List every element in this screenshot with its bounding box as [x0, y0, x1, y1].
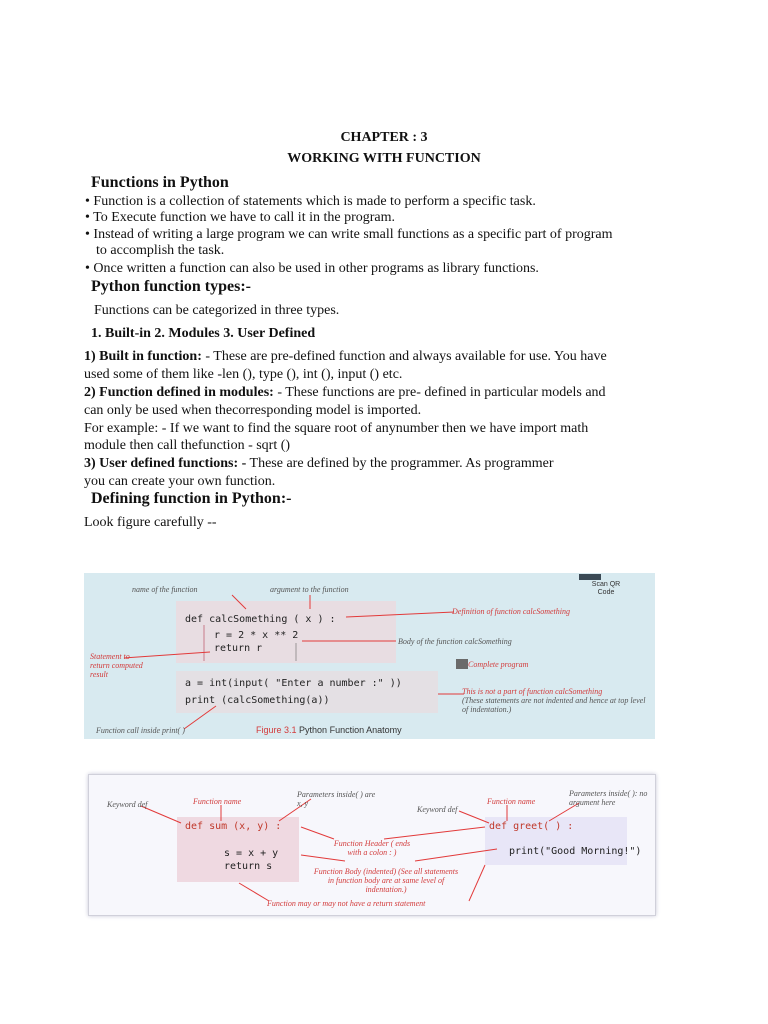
user-text: These are defined by the programmer. As programmer	[246, 456, 554, 471]
modules-text: - These functions are pre- defined in particular models and	[273, 385, 606, 400]
label-keyword-def-right: Keyword def	[417, 805, 458, 814]
label-scan-qr: Scan QR Code	[591, 581, 621, 596]
user-paragraph	[84, 455, 554, 473]
builtin-text-2: used some of them like -len (), type (), int (), input () etc.	[84, 367, 403, 382]
label-function-body: Function Body (indented) (See all statements in function body are at same level of indentation.)	[313, 867, 459, 894]
section-heading-types: Python function types:-	[91, 278, 252, 295]
section-heading-defining: Defining function in Python:-	[91, 490, 292, 507]
code-line-assign: r = 2 * x ** 2	[214, 630, 299, 641]
label-params-left: Parameters inside( ) are x, y	[297, 790, 376, 808]
modules-text-2: can only be used when thecorresponding model is imported.	[84, 403, 422, 418]
label-keyword-def-left: Keyword def	[107, 800, 148, 809]
figure1-caption-number: Figure 3.1	[256, 725, 297, 735]
user-text-2: you can create your own function.	[84, 474, 276, 489]
modules-paragraph	[84, 384, 606, 402]
bullet-3: • Instead of writing a large program we can write small functions as a specific part of program	[85, 227, 613, 242]
label-definition: Definition of function calcSomething	[452, 607, 570, 616]
figure1-arrows	[84, 573, 655, 739]
label-not-part: This is not a part of function calcSomething	[462, 687, 603, 696]
label-argument: argument to the function	[270, 585, 349, 594]
builtin-paragraph	[84, 348, 607, 366]
label-return-statement: Function may or may not have a return statement	[267, 899, 426, 908]
label-function-header: Function Header ( ends with a colon : )	[333, 839, 411, 857]
code-line-input: a = int(input( "Enter a number :" ))	[185, 678, 402, 689]
figure-function-syntax	[88, 774, 656, 916]
chapter-title: WORKING WITH FUNCTION	[287, 151, 481, 166]
code-line-return: return r	[214, 643, 263, 654]
figure-intro: Look figure carefully --	[84, 515, 217, 530]
bullet-3-cont: to accomplish the task.	[96, 243, 225, 258]
code-def-greet: def greet( ) :	[489, 821, 574, 832]
code-sum-assign: s = x + y	[224, 848, 279, 859]
code-greet-print: print("Good Morning!")	[509, 846, 642, 857]
figure-function-anatomy	[84, 573, 655, 739]
builtin-label: 1) Built in function:	[84, 349, 202, 364]
types-list: 1. Built-in 2. Modules 3. User Defined	[91, 326, 316, 341]
label-complete: Complete program	[468, 660, 529, 669]
label-not-part-detail: (These statements are not indented and hence at top level of indentation.)	[462, 696, 646, 714]
example-line-2: module then call thefunction - sqrt ()	[84, 438, 291, 453]
example-line-1: For example: - If we want to find the square root of anynumber then we have import math	[84, 421, 589, 436]
modules-label: 2) Function defined in modules:	[84, 385, 274, 400]
user-label: 3) User defined functions: -	[84, 456, 247, 471]
builtin-text: - These are pre-defined function and always available for use. You have	[201, 349, 607, 364]
label-function-name: name of the function	[132, 585, 198, 594]
label-function-call: Function call inside print( )	[96, 726, 185, 735]
figure1-caption-text: Python Function Anatomy	[299, 725, 402, 735]
chapter-number: CHAPTER : 3	[340, 130, 428, 145]
section-heading-functions: Functions in Python	[91, 174, 229, 191]
bullet-1: • Function is a collection of statements which is made to perform a specific task.	[85, 194, 536, 209]
label-body: Body of the function calcSomething	[398, 637, 512, 646]
bullet-2: • To Execute function we have to call it in the program.	[85, 210, 396, 225]
label-function-name-left: Function name	[193, 797, 242, 806]
figure1-caption	[256, 725, 402, 735]
label-params-right: Parameters inside( ): no argument here	[569, 789, 648, 807]
types-intro: Functions can be categorized in three types.	[94, 303, 340, 318]
bullet-4: • Once written a function can also be used in other programs as library functions.	[85, 261, 539, 276]
code-def-sum: def sum (x, y) :	[185, 821, 282, 832]
code-line-print: print (calcSomething(a))	[185, 695, 330, 706]
code-sum-return: return s	[224, 861, 273, 872]
label-statement: Statement to return computed result	[90, 652, 143, 679]
label-function-name-right: Function name	[487, 797, 536, 806]
code-line-def: def calcSomething ( x ) :	[185, 614, 336, 625]
